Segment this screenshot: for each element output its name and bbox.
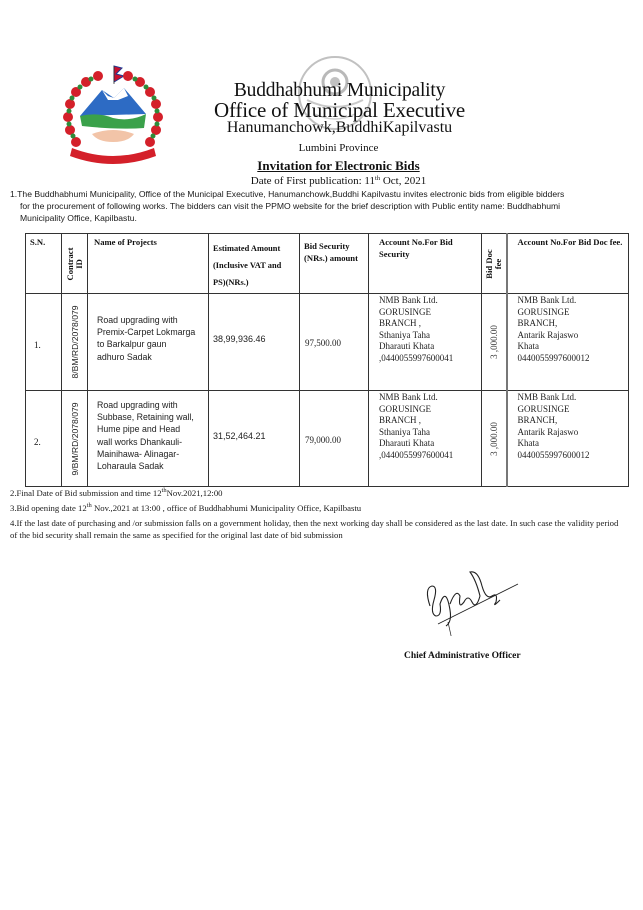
project-name-line: Premix-Carpet Lokmarga [97,327,196,338]
table-row [26,294,629,391]
publication-date-prefix: Date of First publication: 11 [250,175,376,187]
account-line: BRANCH, [517,318,558,329]
header-estimated-amount: Estimated Amount (Inclusive VAT and PS)(NRs.) [209,234,300,294]
cell-sn: 1. [26,294,62,391]
note-text: Nov.2021,12:00 [166,488,223,498]
contract-id-text: 9/BM/RD/2078/079 [69,401,80,476]
table-header-row [26,234,629,294]
account-line: NMB Bank Ltd. [379,392,438,402]
note-sup: th [86,502,92,509]
cell-account-fee [507,294,629,391]
project-name-line: Subbase, Retaining wall, [97,412,194,423]
account-line: Antarik Rajaswo [517,426,579,437]
account-line: NMB Bank Ltd. [517,392,577,402]
signatory-title: Chief Administrative Officer [404,651,521,661]
table-row [26,391,629,487]
header-bid-doc-fee [482,234,507,294]
intro-paragraph [10,188,625,225]
cell-bid-doc-fee [482,391,507,487]
note-bid-opening [10,502,625,514]
account-line: GORUSINGE [379,403,432,414]
account-line: GORUSINGE [379,306,432,317]
office-address: Hanumanchowk,BuddhiKapilvastu [226,119,453,136]
cell-bid-security: 97,500.00 [300,294,369,391]
cell-contract-id [62,391,88,487]
intro-line: for the procurement of following works. The bidders can visit the PPMO website for the brief description with Public entity name: Buddhabhumi [20,201,561,212]
cell-account-fee [507,391,629,487]
account-line: 0440055997600012 [517,449,590,460]
account-line: BRANCH , [379,415,422,426]
cell-account-security [369,294,482,391]
account-line: Khata [517,438,539,449]
intro-line: 1.The Buddhabhumi Municipality, Office of the Municipal Executive, Hanumanchowk,Buddhi Kapilvastu invites electronic bids from eligible bidders [10,189,565,199]
account-line: ,0440055997600041 [379,352,454,363]
cell-account-security [369,391,482,487]
project-name-line: Road upgrading with [97,315,178,325]
account-line: Sthaniya Taha [379,426,430,437]
intro-line: Municipality Office, Kapilbastu. [20,213,137,224]
account-line: Dharauti Khata [379,341,435,352]
notes-section [10,487,625,541]
province-name: Lumbini Province [298,142,379,154]
header-sn: S.N. [26,234,62,294]
municipality-name: Buddhabhumi Municipality [233,80,446,101]
note-text: Nov.,2021 at 13:00 , office of Buddhabhumi Municipality Office, Kapilbastu [91,503,362,513]
header-project-name: Name of Projects [88,234,209,294]
project-name-line: Mainihawa- Alinagar- [97,448,180,459]
note-text: 3.Bid opening date 12 [10,503,87,513]
note-submission-deadline [10,487,625,499]
note-holiday-clause: 4.If the last date of purchasing and /or submission falls on a government holiday, then the next working day shall be considered as the last date. In such case the validity period of the bid security shall remain the same as specified for the original last date of bid submission [10,518,619,540]
bid-doc-fee-text: 3 ,000.00 [488,421,499,456]
header-contract-id-line: Contract [64,247,75,280]
cell-estimated-amount: 31,52,464.21 [209,391,300,487]
account-line: Antarik Rajaswo [517,329,579,340]
account-line: GORUSINGE [517,306,570,317]
header-account-security: Account No.For Bid Security [369,234,482,294]
publication-date [17,175,643,187]
publication-date-sup: th [375,175,381,182]
account-line: Dharauti Khata [379,438,435,449]
account-line: GORUSINGE [517,403,570,414]
office-name: Office of Municipal Executive [214,98,465,122]
project-name-line: Hume pipe and Head [97,424,181,435]
account-line: NMB Bank Ltd. [379,295,438,305]
project-name-line: adhuro Sadak [97,351,152,362]
project-name-line: Loharaula Sadak [97,461,164,472]
note-text: 2.Final Date of Bid submission and time 12 [10,488,162,498]
account-line: BRANCH , [379,318,422,329]
account-line: Sthaniya Taha [379,329,430,340]
account-line: ,0440055997600041 [379,449,454,460]
header-bid-doc-fee-line: Bid Doc [483,248,494,279]
cell-bid-doc-fee [482,294,507,391]
account-line: Khata [517,341,539,352]
cell-contract-id [62,294,88,391]
cell-project-name [88,294,209,391]
header-bid-security: Bid Security (NRs.) amount [300,234,369,294]
account-line: BRANCH, [517,415,558,426]
contract-id-text: 8/BM/RD/2078/079 [69,305,80,379]
bids-table [25,233,629,487]
project-name-line: to Barkalpur gaun [97,339,167,350]
cell-bid-security: 79,000.00 [300,391,369,487]
publication-date-suffix: Oct, 2021 [380,175,427,187]
bid-doc-fee-text: 3 ,000.00 [488,325,499,359]
header-contract-id-line: ID [73,258,84,269]
notice-title: Invitation for Electronic Bids [257,158,420,173]
header-account-fee: Account No.For Bid Doc fee. [507,234,629,294]
cell-estimated-amount: 38,99,936.46 [209,294,300,391]
cell-project-name [88,391,209,487]
account-line: NMB Bank Ltd. [517,295,577,305]
header-contract-id [62,234,88,294]
project-name-line: wall works Dhankauli- [97,436,183,447]
project-name-line: Road upgrading with [97,400,178,410]
cell-sn: 2. [26,391,62,487]
note-sup: th [161,487,167,494]
account-line: 0440055997600012 [517,352,590,363]
header-bid-doc-fee-line: fee [492,258,503,269]
signature-image [420,566,520,636]
